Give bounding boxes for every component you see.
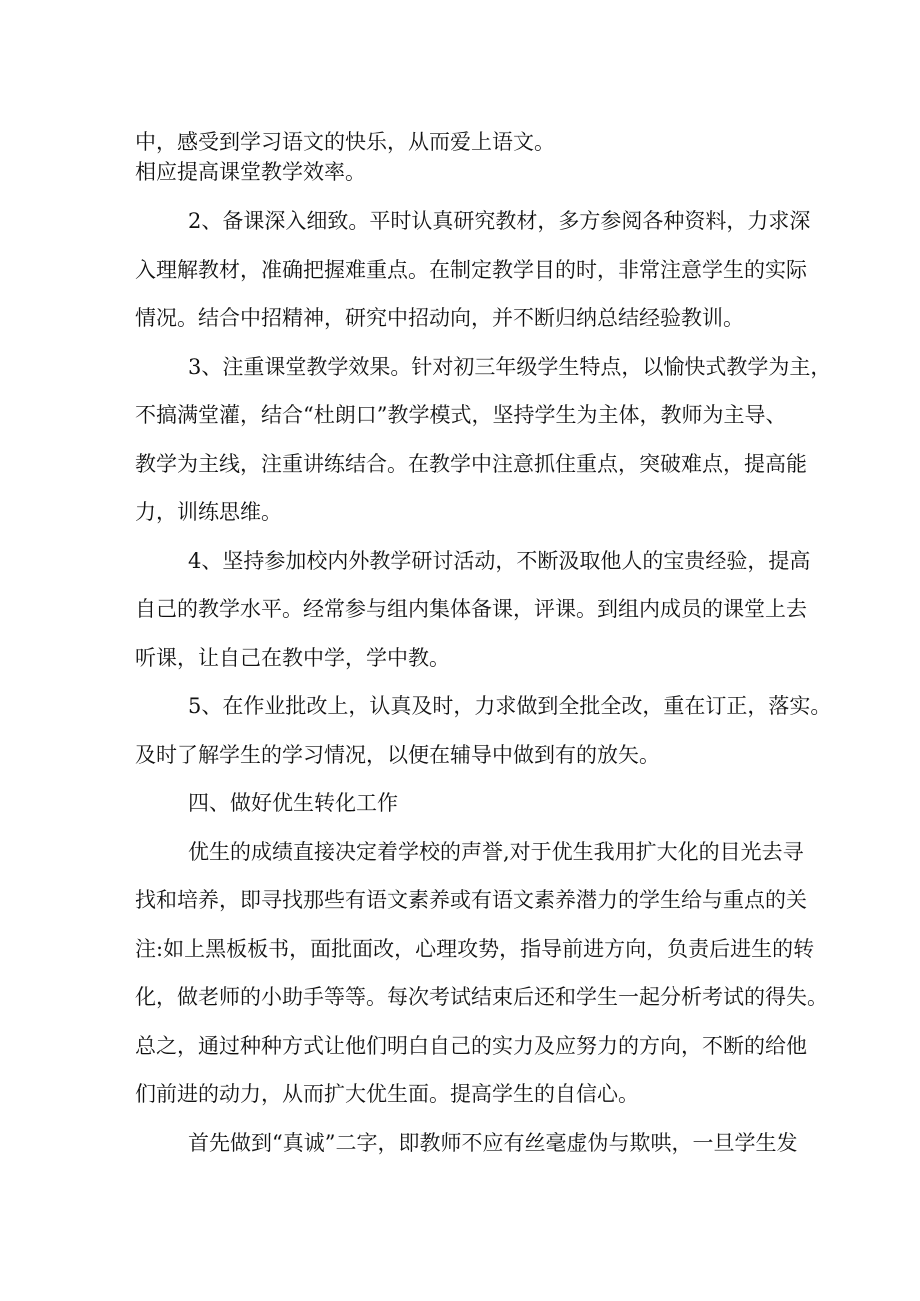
- text-line: 教学为主线，注重讲练结合。在教学中注意抓住重点，突破难点，提高能: [135, 452, 807, 476]
- text-line: 首先做到“真诚”二字，即教师不应有丝毫虚伪与欺哄，一旦学生发: [188, 1131, 798, 1155]
- text-line: 相应提高课堂教学效率。: [135, 160, 366, 184]
- text-line: 总之，通过种种方式让他们明白自己的实力及应努力的方向，不断的给他: [135, 1034, 807, 1058]
- text-line: 3、注重课堂教学效果。针对初三年级学生特点，以愉快式教学为主，: [188, 355, 832, 379]
- text-line: 入理解教材，准确把握难重点。在制定教学目的时，非常注意学生的实际: [135, 258, 807, 282]
- text-line: 自己的教学水平。经常参与组内集体备课，评课。到组内成员的课堂上去: [135, 597, 807, 621]
- text-line: 力，训练思维。: [135, 500, 282, 524]
- text-line: 中，感受到学习语文的快乐，从而爱上语文。: [135, 130, 555, 154]
- text-line: 们前进的动力，从而扩大优生面。提高学生的自信心。: [135, 1082, 639, 1106]
- text-line: 优生的成绩直接决定着学校的声誉,对于优生我用扩大化的目光去寻: [188, 840, 804, 864]
- text-line: 及时了解学生的学习情况，以便在辅导中做到有的放矢。: [135, 743, 660, 767]
- text-line: 不搞满堂灌，结合“杜朗口”教学模式，坚持学生为主体，教师为主导、: [135, 403, 787, 427]
- text-line: 找和培养，即寻找那些有语文素养或有语文素养潜力的学生给与重点的关: [135, 888, 807, 912]
- text-line: 听课，让自己在教中学，学中教。: [135, 646, 450, 670]
- section-heading: 四、做好优生转化工作: [188, 791, 398, 815]
- text-line: 情况。结合中招精神，研究中招动向，并不断归纳总结经验教训。: [135, 306, 744, 330]
- text-line: 4、坚持参加校内外教学研讨活动，不断汲取他人的宝贵经验，提高: [188, 549, 811, 573]
- text-line: 5、在作业批改上，认真及时，力求做到全批全改，重在订正，落实。: [188, 694, 832, 718]
- text-line: 注:如上黑板板书，面批面改，心理攻势，指导前进方向，负责后进生的转: [135, 937, 815, 961]
- text-line: 2、备课深入细致。平时认真研究教材，多方参阅各种资料，力求深: [188, 209, 811, 233]
- text-line: 化，做老师的小助手等等。每次考试结束后还和学生一起分析考试的得失。: [135, 985, 828, 1009]
